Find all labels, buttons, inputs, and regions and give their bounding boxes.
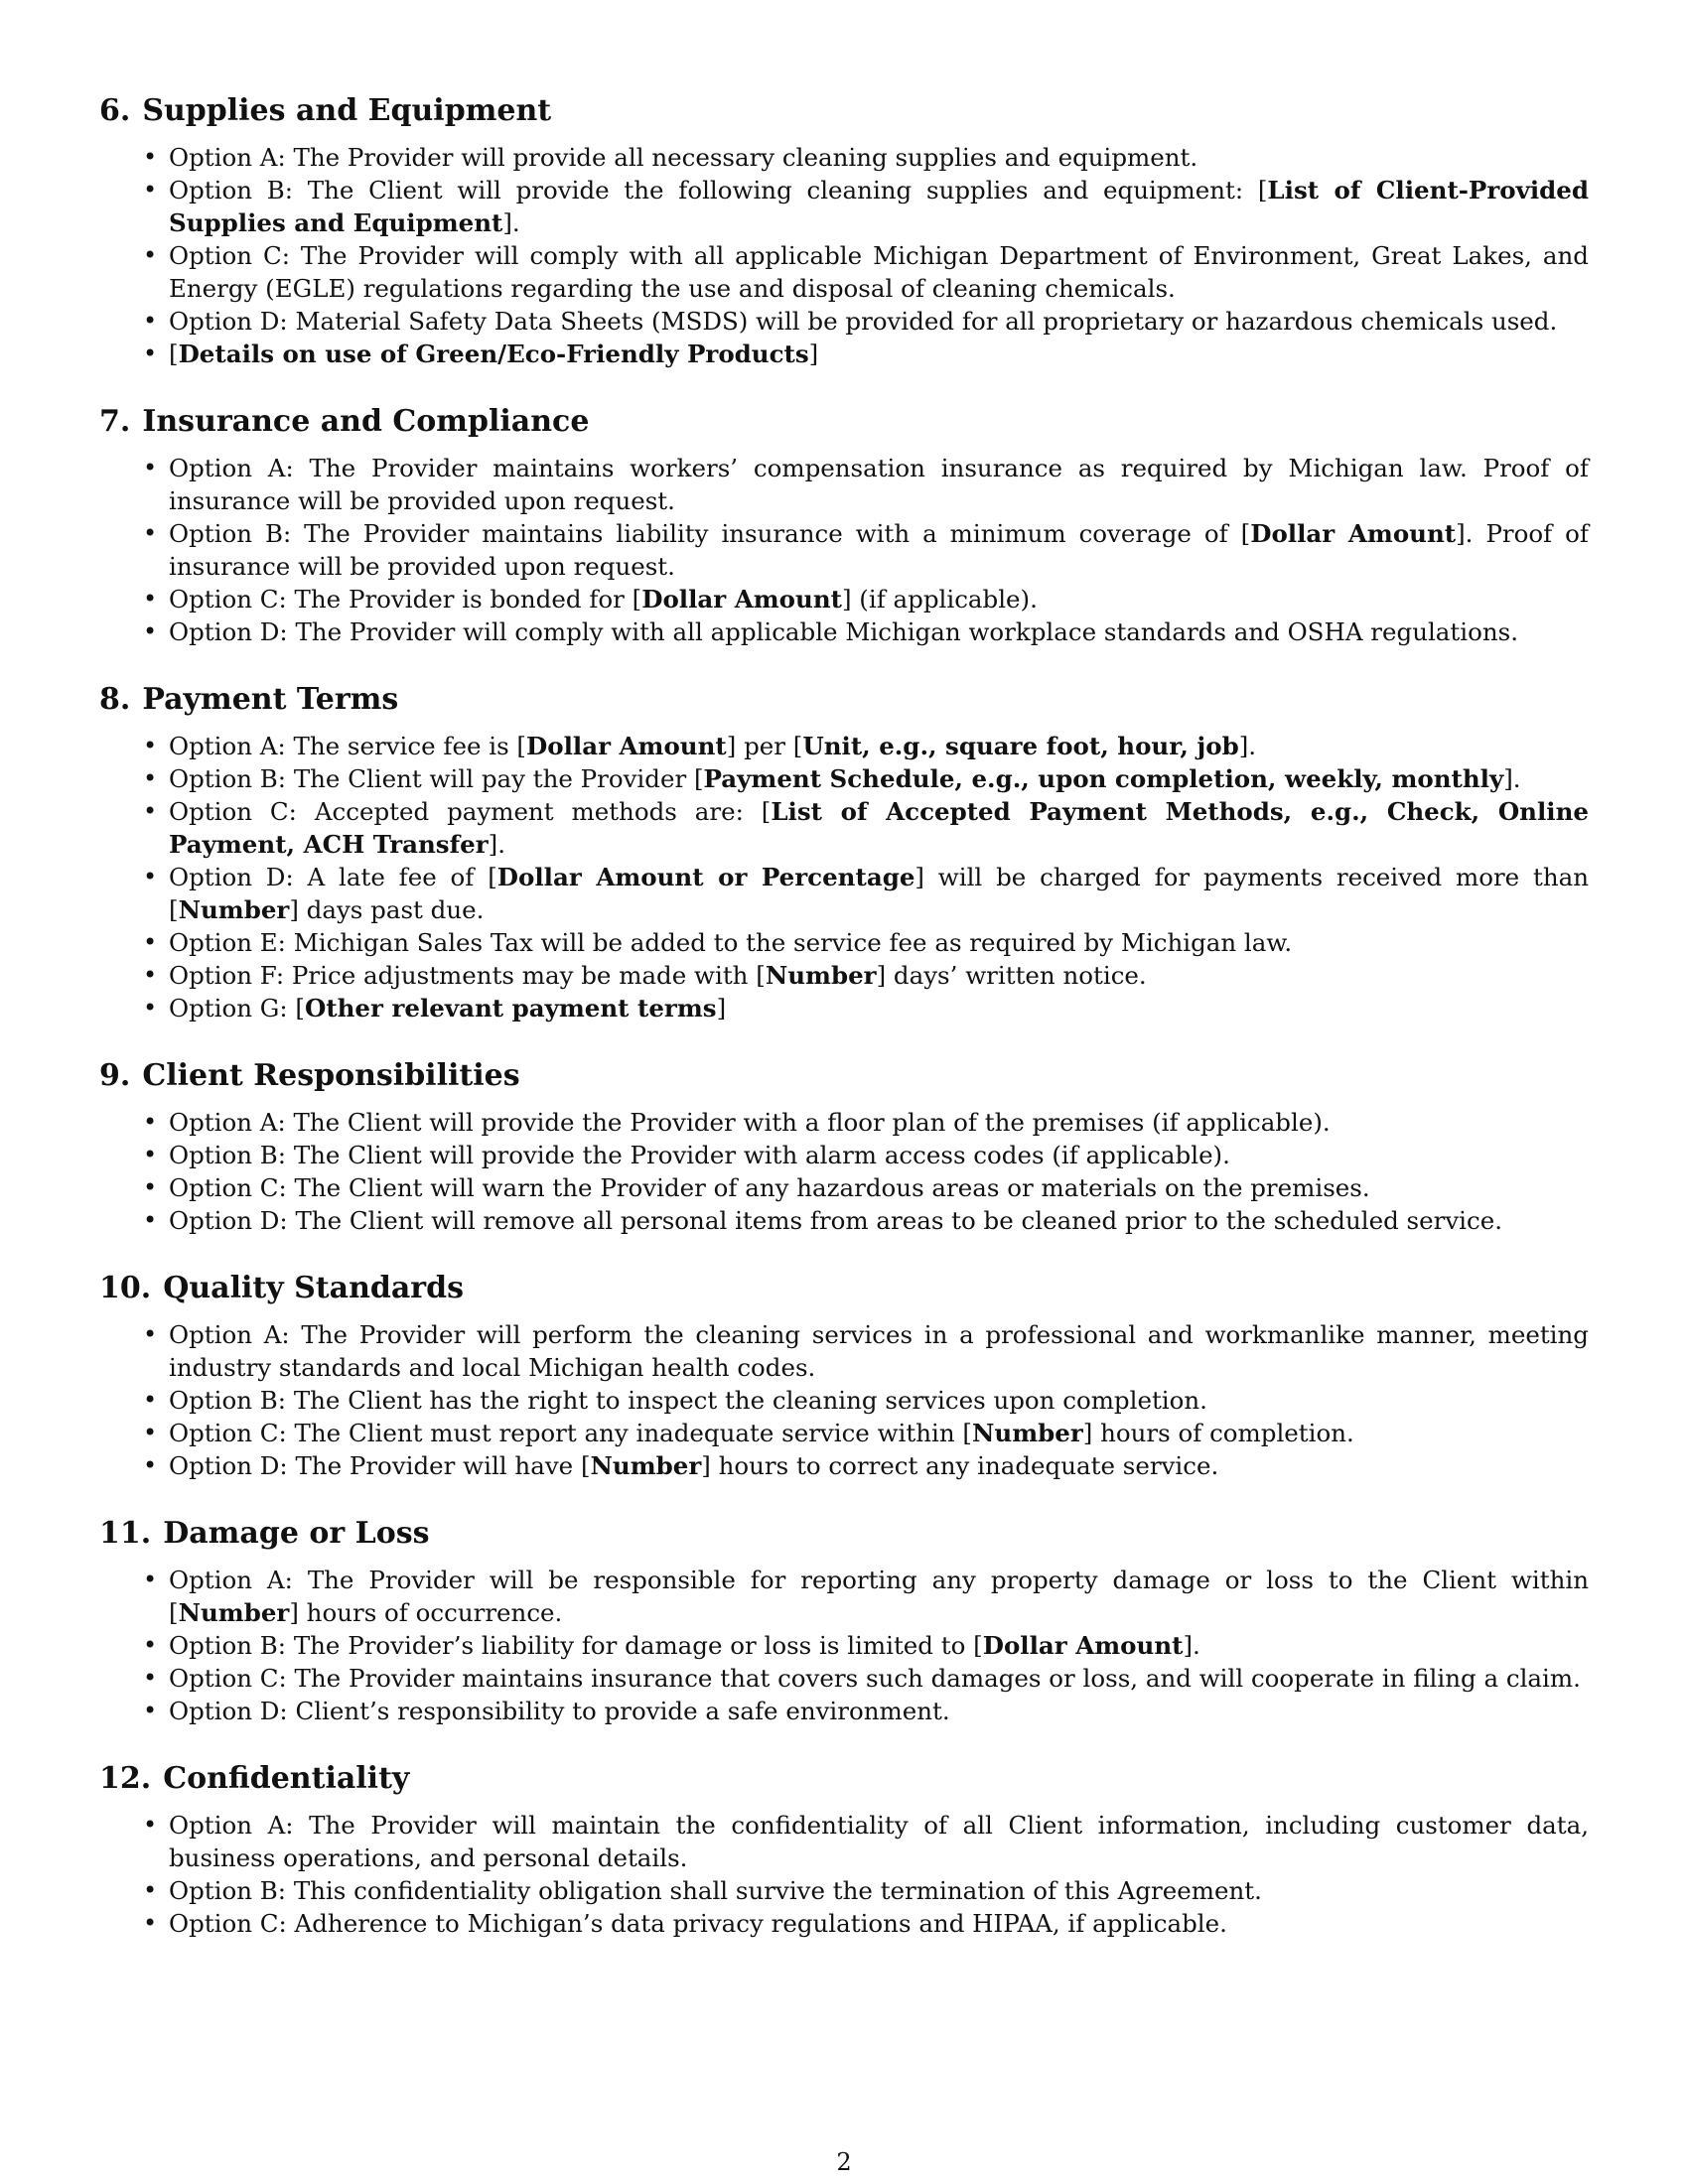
- item-text: Option C: The Client must report any inadequate service within [: [169, 1419, 972, 1447]
- item-text: Option C: Accepted payment methods are: [: [169, 797, 772, 826]
- list-item: [143, 1809, 1589, 1874]
- section-number: 7.: [99, 404, 131, 439]
- item-text: Option A: The service fee is [: [169, 732, 526, 760]
- item-text: Option G: [: [169, 994, 305, 1023]
- section-title: Client Responsibilities: [142, 1058, 520, 1093]
- section-number: 8.: [99, 682, 131, 717]
- item-text: ] hours of occurrence.: [289, 1598, 563, 1627]
- section-number: 9.: [99, 1058, 131, 1093]
- item-text: Option A: The Provider will provide all necessary cleaning supplies and equipment.: [169, 143, 1198, 172]
- list-item: [143, 338, 1589, 370]
- list-item: [143, 730, 1589, 762]
- option-list: [99, 1318, 1589, 1482]
- bullet-icon: •: [143, 928, 158, 956]
- item-text: ]: [808, 340, 819, 368]
- list-item: [143, 1417, 1589, 1449]
- item-text: ] days past due.: [289, 895, 485, 924]
- placeholder-field: Dollar Amount: [526, 732, 727, 760]
- bullet-icon: •: [143, 1320, 158, 1348]
- item-text: Option E: Michigan Sales Tax will be added to the service fee as required by Michigan law.: [169, 928, 1293, 957]
- item-text: Option C: The Provider will comply with all applicable Michigan Department of Environment, Great Lakes, and Energy (EGLE) regulations regarding the use and disposal of cleaning chemicals.: [169, 241, 1589, 303]
- item-text: [: [169, 340, 179, 368]
- list-item: [143, 305, 1589, 338]
- list-item: [143, 762, 1589, 795]
- item-text: ].: [488, 830, 505, 859]
- item-text: Option B: This confidentiality obligation shall survive the termination of this Agreement.: [169, 1876, 1262, 1905]
- item-text: Option B: The Client has the right to inspect the cleaning services upon completion.: [169, 1386, 1207, 1415]
- section-heading: [99, 402, 1589, 442]
- list-item: [143, 795, 1589, 861]
- item-text: ]: [716, 994, 727, 1023]
- section: [99, 1056, 1589, 1237]
- section-title: Confidentiality: [163, 1761, 410, 1796]
- item-text: Option B: The Client will pay the Provider [: [169, 764, 704, 793]
- list-item: [143, 615, 1589, 648]
- item-text: Option C: The Client will warn the Provider of any hazardous areas or materials on the premises.: [169, 1173, 1370, 1202]
- bullet-icon: •: [143, 961, 158, 989]
- section-heading: [99, 1514, 1589, 1554]
- section-title: Payment Terms: [142, 682, 399, 717]
- section: [99, 680, 1589, 1024]
- section: [99, 1759, 1589, 1940]
- placeholder-field: Unit, e.g., square foot, hour, job: [802, 732, 1239, 760]
- bullet-icon: •: [143, 1206, 158, 1234]
- item-text: Option F: Price adjustments may be made with [: [169, 961, 766, 990]
- section-title: Damage or Loss: [163, 1516, 430, 1551]
- list-item: [143, 1907, 1589, 1940]
- bullet-icon: •: [143, 1566, 158, 1593]
- item-text: Option A: The Client will provide the Provider with a floor plan of the premises (if applicable).: [169, 1108, 1331, 1137]
- section-heading: [99, 680, 1589, 720]
- list-item: [143, 1629, 1589, 1662]
- section: [99, 1269, 1589, 1482]
- bullet-icon: •: [143, 994, 158, 1022]
- placeholder-field: Number: [590, 1451, 702, 1480]
- list-item: [143, 1139, 1589, 1171]
- bullet-icon: •: [143, 340, 158, 367]
- bullet-icon: •: [143, 1811, 158, 1839]
- item-text: Option D: The Client will remove all personal items from areas to be cleaned prior to the scheduled service.: [169, 1206, 1503, 1235]
- list-item: [143, 861, 1589, 926]
- option-list: [99, 1809, 1589, 1940]
- list-item: [143, 1106, 1589, 1139]
- item-text: Option D: A late fee of [: [169, 863, 497, 891]
- option-list: [99, 1106, 1589, 1237]
- item-text: ] will be charged for payments received more than [: [169, 863, 1589, 924]
- list-item: [143, 239, 1589, 305]
- item-text: Option D: The Provider will comply with all applicable Michigan workplace standards and OSHA regulations.: [169, 617, 1518, 646]
- list-item: [143, 174, 1589, 239]
- option-list: [99, 141, 1589, 370]
- page-number: 2: [836, 2148, 852, 2176]
- list-item: [143, 452, 1589, 517]
- option-list: [99, 1564, 1589, 1727]
- item-text: ]. Proof of insurance will be provided upon request.: [169, 519, 1589, 581]
- list-item: [143, 1449, 1589, 1482]
- bullet-icon: •: [143, 1419, 158, 1446]
- item-text: ] (if applicable).: [841, 585, 1038, 614]
- section-title: Insurance and Compliance: [142, 404, 590, 439]
- placeholder-field: Dollar Amount: [1250, 519, 1457, 548]
- placeholder-field: Dollar Amount or Percentage: [496, 863, 915, 891]
- list-item: [143, 1171, 1589, 1204]
- item-text: ] hours to correct any inadequate service.: [701, 1451, 1219, 1480]
- list-item: [143, 1564, 1589, 1629]
- section: [99, 1514, 1589, 1727]
- placeholder-field: Dollar Amount: [982, 1631, 1184, 1660]
- bullet-icon: •: [143, 1909, 158, 1937]
- list-item: [143, 1204, 1589, 1237]
- list-item: [143, 583, 1589, 615]
- bullet-icon: •: [143, 1451, 158, 1479]
- item-text: ].: [502, 208, 520, 237]
- section-heading: [99, 1056, 1589, 1096]
- bullet-icon: •: [143, 863, 158, 890]
- placeholder-field: Number: [765, 961, 877, 990]
- section-heading: [99, 91, 1589, 131]
- bullet-icon: •: [143, 454, 158, 481]
- placeholder-field: Dollar Amount: [641, 585, 842, 614]
- item-text: Option A: The Provider will perform the cleaning services in a professional and workmanlike manner, meeting industry standards and local Michigan health codes.: [169, 1320, 1589, 1382]
- list-item: [143, 141, 1589, 174]
- item-text: Option A: The Provider will maintain the confidentiality of all Client information, including customer data, business operations, and personal details.: [169, 1811, 1589, 1872]
- section-number: 11.: [99, 1516, 152, 1551]
- placeholder-field: Number: [971, 1419, 1083, 1447]
- section-number: 12.: [99, 1761, 152, 1796]
- option-list: [99, 730, 1589, 1024]
- item-text: Option B: The Provider’s liability for damage or loss is limited to [: [169, 1631, 983, 1660]
- placeholder-field: Number: [178, 1598, 290, 1627]
- bullet-icon: •: [143, 764, 158, 792]
- bullet-icon: •: [143, 1631, 158, 1659]
- item-text: Option C: The Provider is bonded for [: [169, 585, 642, 614]
- bullet-icon: •: [143, 307, 158, 335]
- list-item: [143, 517, 1589, 583]
- item-text: Option B: The Client will provide the Provider with alarm access codes (if applicable).: [169, 1141, 1230, 1169]
- section-number: 6.: [99, 93, 131, 128]
- placeholder-field: Other relevant payment terms: [304, 994, 717, 1023]
- item-text: ].: [1183, 1631, 1200, 1660]
- placeholder-field: Payment Schedule, e.g., upon completion, weekly, monthly: [703, 764, 1504, 793]
- section-title: Quality Standards: [163, 1271, 464, 1305]
- bullet-icon: •: [143, 1108, 158, 1136]
- bullet-icon: •: [143, 143, 158, 171]
- item-text: ].: [1238, 732, 1257, 760]
- placeholder-field: List of Client-Provided Supplies and Equipment: [169, 176, 1589, 237]
- item-text: Option A: The Provider maintains workers’ compensation insurance as required by Michigan law. Proof of insurance will be provided upon request.: [169, 454, 1589, 515]
- bullet-icon: •: [143, 732, 158, 759]
- item-text: Option C: The Provider maintains insurance that covers such damages or loss, and will cooperate in filing a claim.: [169, 1664, 1581, 1693]
- item-text: ] per [: [726, 732, 803, 760]
- item-text: ] hours of completion.: [1082, 1419, 1354, 1447]
- item-text: Option A: The Provider will be responsible for reporting any property damage or loss to the Client within [: [169, 1566, 1589, 1627]
- section: [99, 91, 1589, 370]
- list-item: [143, 992, 1589, 1024]
- bullet-icon: •: [143, 1876, 158, 1904]
- bullet-icon: •: [143, 585, 158, 613]
- item-text: Option B: The Client will provide the following cleaning supplies and equipment: [: [169, 176, 1268, 205]
- item-text: Option D: The Provider will have [: [169, 1451, 591, 1480]
- list-item: [143, 959, 1589, 992]
- item-text: Option C: Adherence to Michigan’s data privacy regulations and HIPAA, if applicable.: [169, 1909, 1227, 1938]
- section-number: 10.: [99, 1271, 152, 1305]
- bullet-icon: •: [143, 519, 158, 547]
- placeholder-field: Details on use of Green/Eco-Friendly Products: [178, 340, 809, 368]
- bullet-icon: •: [143, 617, 158, 645]
- section-heading: [99, 1759, 1589, 1799]
- item-text: ] days’ written notice.: [876, 961, 1147, 990]
- option-list: [99, 452, 1589, 648]
- item-text: Option D: Material Safety Data Sheets (MSDS) will be provided for all proprietary or hazardous chemicals used.: [169, 307, 1558, 336]
- document-page: [99, 91, 1589, 1972]
- list-item: [143, 1318, 1589, 1384]
- bullet-icon: •: [143, 176, 158, 204]
- bullet-icon: •: [143, 1141, 158, 1168]
- list-item: [143, 1874, 1589, 1907]
- section: [99, 402, 1589, 648]
- bullet-icon: •: [143, 1697, 158, 1724]
- list-item: [143, 1662, 1589, 1695]
- list-item: [143, 1695, 1589, 1727]
- item-text: Option B: The Provider maintains liability insurance with a minimum coverage of [: [169, 519, 1251, 548]
- bullet-icon: •: [143, 241, 158, 269]
- section-heading: [99, 1269, 1589, 1308]
- bullet-icon: •: [143, 1173, 158, 1201]
- placeholder-field: Number: [178, 895, 290, 924]
- placeholder-field: List of Accepted Payment Methods, e.g., Check, Online Payment, ACH Transfer: [169, 797, 1589, 859]
- bullet-icon: •: [143, 1386, 158, 1414]
- item-text: Option D: Client’s responsibility to provide a safe environment.: [169, 1697, 950, 1725]
- list-item: [143, 926, 1589, 959]
- item-text: ].: [1503, 764, 1521, 793]
- section-title: Supplies and Equipment: [142, 93, 552, 128]
- bullet-icon: •: [143, 797, 158, 825]
- bullet-icon: •: [143, 1664, 158, 1692]
- list-item: [143, 1384, 1589, 1417]
